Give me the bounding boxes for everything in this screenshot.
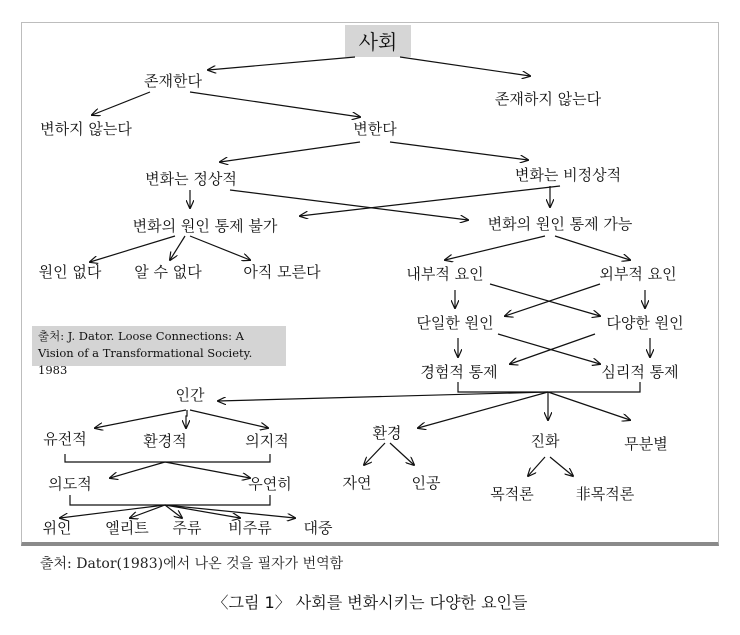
edge-abnormal-impossible — [300, 186, 560, 216]
edge-single-psych — [498, 334, 600, 364]
edge-controls-environment — [418, 392, 548, 428]
node-not-exists: 존재하지 않는다 — [494, 90, 602, 108]
node-external: 외부적 요인 — [599, 265, 677, 283]
source-box — [32, 326, 286, 377]
node-non-mainstream: 비주류 — [228, 519, 272, 537]
edge-normal-possible — [230, 190, 468, 220]
node-great-man: 위인 — [42, 519, 72, 537]
node-artificial: 인공 — [411, 474, 441, 492]
edge-external-single — [505, 284, 600, 316]
node-society: 사회 — [358, 30, 398, 54]
edge-factors-accidental — [165, 462, 250, 478]
node-exists: 존재한다 — [144, 72, 202, 90]
node-elite: 엘리트 — [105, 519, 149, 537]
node-change-normal: 변화는 정상적 — [145, 170, 237, 188]
node-intentional: 의도적 — [48, 475, 92, 493]
node-masses: 대중 — [303, 519, 333, 537]
edge-agency-greatman — [60, 505, 165, 518]
edge-changes-abnormal — [390, 142, 528, 160]
edge-impossible-unknowable — [170, 236, 185, 260]
edge-possible-external — [555, 236, 630, 260]
node-change-abnormal: 변화는 비정상적 — [514, 166, 622, 184]
node-changes: 변한다 — [353, 120, 397, 138]
node-multiple-causes: 다양한 원인 — [606, 314, 684, 332]
node-control-impossible: 변화의 원인 통제 불가 — [132, 217, 278, 235]
node-non-teleological: 非목적론 — [575, 485, 635, 503]
edge-env-artificial — [390, 443, 414, 465]
node-control-possible: 변화의 원인 통제 가능 — [487, 215, 633, 233]
edge-impossible-nocause — [90, 236, 175, 262]
edge-possible-internal — [445, 236, 545, 260]
source-line-1: 출처: J. Dator. Loose Connections: A — [38, 329, 244, 343]
bracket-agency — [70, 495, 270, 505]
edge-exists-changes — [190, 92, 360, 117]
edge-env-natural — [364, 443, 385, 465]
node-genetic: 유전적 — [43, 430, 87, 448]
node-internal: 내부적 요인 — [406, 265, 484, 283]
node-human: 인간 — [175, 386, 205, 404]
node-single-cause: 단일한 원인 — [416, 314, 494, 332]
node-teleological: 목적론 — [490, 485, 534, 503]
edge-impossible-notyet — [190, 236, 250, 260]
node-mainstream: 주류 — [172, 519, 202, 537]
edge-evo-nonteleological — [550, 457, 573, 476]
node-environmental: 환경적 — [143, 432, 187, 450]
source-line-2: Vision of a Transformational Society. 1983 — [38, 346, 253, 377]
edge-exists-unchanging — [92, 92, 150, 115]
edge-controls-indiscriminate — [548, 392, 630, 420]
edge-human-volitional — [190, 410, 268, 428]
edge-changes-normal — [220, 142, 360, 162]
node-environment: 환경 — [372, 424, 402, 442]
node-not-yet-known: 아직 모른다 — [243, 263, 321, 281]
figure-caption: 〈그림 1〉 사회를 변화시키는 다양한 요인들 — [212, 593, 528, 612]
edge-multiple-empirical — [510, 334, 595, 364]
edge-evo-teleological — [528, 457, 545, 476]
node-volitional: 의지적 — [245, 432, 289, 450]
edge-society-exists — [208, 57, 355, 70]
bracket-human-factors — [65, 454, 270, 462]
node-empirical-control: 경험적 통제 — [420, 363, 498, 381]
edge-factors-intentional — [110, 462, 165, 478]
node-evolution: 진화 — [530, 432, 560, 450]
edge-controls-human — [218, 392, 548, 401]
edge-society-not-exists — [400, 57, 530, 76]
edge-human-environmental — [186, 410, 187, 428]
node-natural: 자연 — [342, 474, 372, 492]
bracket-controls — [458, 382, 640, 392]
node-unchanging: 변하지 않는다 — [40, 120, 132, 138]
node-no-cause: 원인 없다 — [38, 263, 102, 281]
node-psychological-control: 심리적 통제 — [601, 363, 679, 381]
node-indiscriminate: 무분별 — [624, 435, 668, 453]
node-accidental: 우연히 — [248, 475, 292, 493]
node-unknowable: 알 수 없다 — [134, 263, 202, 281]
footnote: 출처: Dator(1983)에서 나온 것을 필자가 번역함 — [40, 556, 344, 572]
edge-human-genetic — [95, 410, 186, 428]
edge-internal-multiple — [490, 284, 600, 316]
